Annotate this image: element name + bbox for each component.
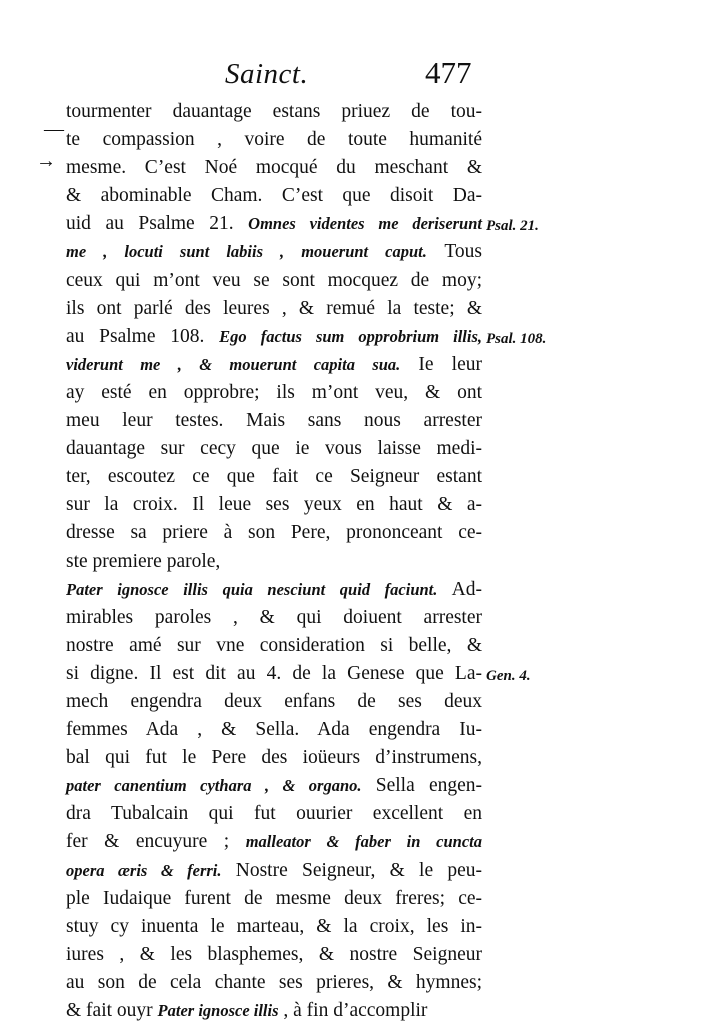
body-text — [66, 98, 482, 1025]
text-line — [66, 182, 482, 210]
text-line — [66, 772, 482, 800]
line-segment: bal qui fut le Pere des ioüeurs d’instrumens, — [66, 747, 482, 769]
text-line — [66, 660, 482, 688]
line-segment: te compassion , voire de toute humanité — [66, 129, 482, 151]
latin-quote: opera æris & ferri. — [66, 860, 222, 880]
text-line — [66, 295, 482, 323]
line-segment: dra Tubalcain qui fut ouurier excellent en — [66, 803, 482, 825]
line-segment: mech engendra deux enfans de ses deux — [66, 690, 482, 712]
text-line — [66, 716, 482, 744]
line-segment: Tous — [426, 241, 482, 263]
text-line — [66, 604, 482, 632]
text-line — [66, 267, 482, 295]
line-segment: ste premiere parole, — [66, 550, 221, 572]
margin-arrow-mark: → — [36, 150, 56, 172]
line-segment: au son de cela chante ses prieres, & hymnes; — [66, 971, 482, 993]
text-line — [66, 98, 482, 126]
text-line — [66, 435, 482, 463]
line-segment: ay esté en opprobre; ils m’ont veu, & ont — [66, 381, 482, 403]
text-line — [66, 210, 482, 238]
line-segment: ceux qui m’ont veu se sont mocquez de moy; — [66, 269, 482, 291]
line-segment: au Psalme 108. — [66, 325, 220, 347]
latin-quote: Pater ignosce illis — [157, 1001, 279, 1020]
line-segment: , à fin d’accomplir — [278, 1000, 428, 1021]
text-line — [66, 407, 482, 435]
line-segment: Ie leur — [400, 353, 482, 375]
text-line — [66, 885, 482, 913]
text-line — [66, 463, 482, 491]
text-line — [66, 154, 482, 182]
line-segment: iures , & les blasphemes, & nostre Seigneur — [66, 943, 482, 965]
latin-quote: viderunt me , & mouerunt capita sua. — [66, 354, 401, 374]
line-segment: dauantage sur cecy que ie vous laisse medi- — [66, 438, 482, 460]
margin-note: Gen. 4. — [486, 668, 531, 684]
line-segment: meu leur testes. Mais sans nous arrester — [66, 410, 482, 432]
margin-note: Psal. 108. — [486, 330, 547, 347]
latin-quote: pater canentium cythara , & organo. — [66, 776, 362, 796]
text-line — [66, 351, 482, 379]
text-line — [66, 688, 482, 716]
margin-note: Psal. 21. — [486, 218, 539, 235]
text-line — [66, 828, 482, 856]
latin-quote: me , locuti sunt labiis , mouerunt caput. — [66, 242, 427, 262]
line-segment: sur la croix. Il leue ses yeux en haut & a- — [66, 494, 482, 516]
latin-quote: Pater ignosce illis quia nesciunt quid faciunt. — [66, 579, 438, 599]
text-line — [66, 576, 482, 604]
line-segment: Ad- — [437, 578, 482, 600]
line-segment: Nostre Seigneur, & le peu- — [221, 859, 482, 881]
line-segment: fer & encuyure ; — [66, 831, 246, 853]
line-segment: ple Iudaique furent de mesme deux freres; ce- — [66, 887, 482, 909]
line-segment: nostre amé sur vne consideration si belle, & — [66, 634, 482, 656]
line-segment: mirables paroles , & qui doiuent arrester — [66, 606, 482, 628]
line-segment: si digne. Il est dit au 4. de la Genese que La- — [66, 662, 482, 684]
text-line — [66, 379, 482, 407]
text-line — [66, 632, 482, 660]
text-line — [66, 857, 482, 885]
line-segment: & abominable Cham. C’est que disoit Da- — [66, 185, 482, 207]
running-head: Sainct. — [225, 58, 309, 90]
latin-quote: Ego factus sum opprobrium illis, — [219, 326, 483, 346]
text-line — [66, 238, 482, 266]
text-line — [66, 969, 482, 997]
text-line — [66, 800, 482, 828]
margin-dash-mark: — — [44, 118, 64, 140]
line-segment: & fait ouyr — [66, 1000, 158, 1021]
text-line — [66, 126, 482, 154]
line-segment: stuy cy inuenta le marteau, & la croix, les in- — [66, 915, 482, 937]
text-line — [66, 548, 482, 576]
text-line — [66, 491, 482, 519]
text-line — [66, 941, 482, 969]
line-segment: Sella engen- — [361, 775, 482, 797]
line-segment: mesme. C’est Noé mocqué du meschant & — [66, 157, 482, 179]
text-line — [66, 913, 482, 941]
line-segment: tourmenter dauantage estans priuez de tou- — [66, 101, 482, 122]
line-segment: ils ont parlé des leures , & remué la teste; & — [66, 297, 482, 319]
text-line — [66, 997, 482, 1025]
page-number: 477 — [425, 55, 472, 90]
latin-quote: malleator & faber in cuncta — [245, 832, 482, 852]
text-line — [66, 323, 482, 351]
line-segment: femmes Ada , & Sella. Ada engendra Iu- — [66, 719, 482, 741]
text-line — [66, 744, 482, 772]
latin-quote: Omnes videntes me deriserunt — [248, 214, 482, 234]
line-segment: uid au Psalme 21. — [66, 213, 249, 235]
text-line — [66, 519, 482, 547]
line-segment: ter, escoutez ce que fait ce Seigneur estant — [66, 466, 482, 488]
line-segment: dresse sa priere à son Pere, prononceant ce- — [66, 522, 482, 544]
